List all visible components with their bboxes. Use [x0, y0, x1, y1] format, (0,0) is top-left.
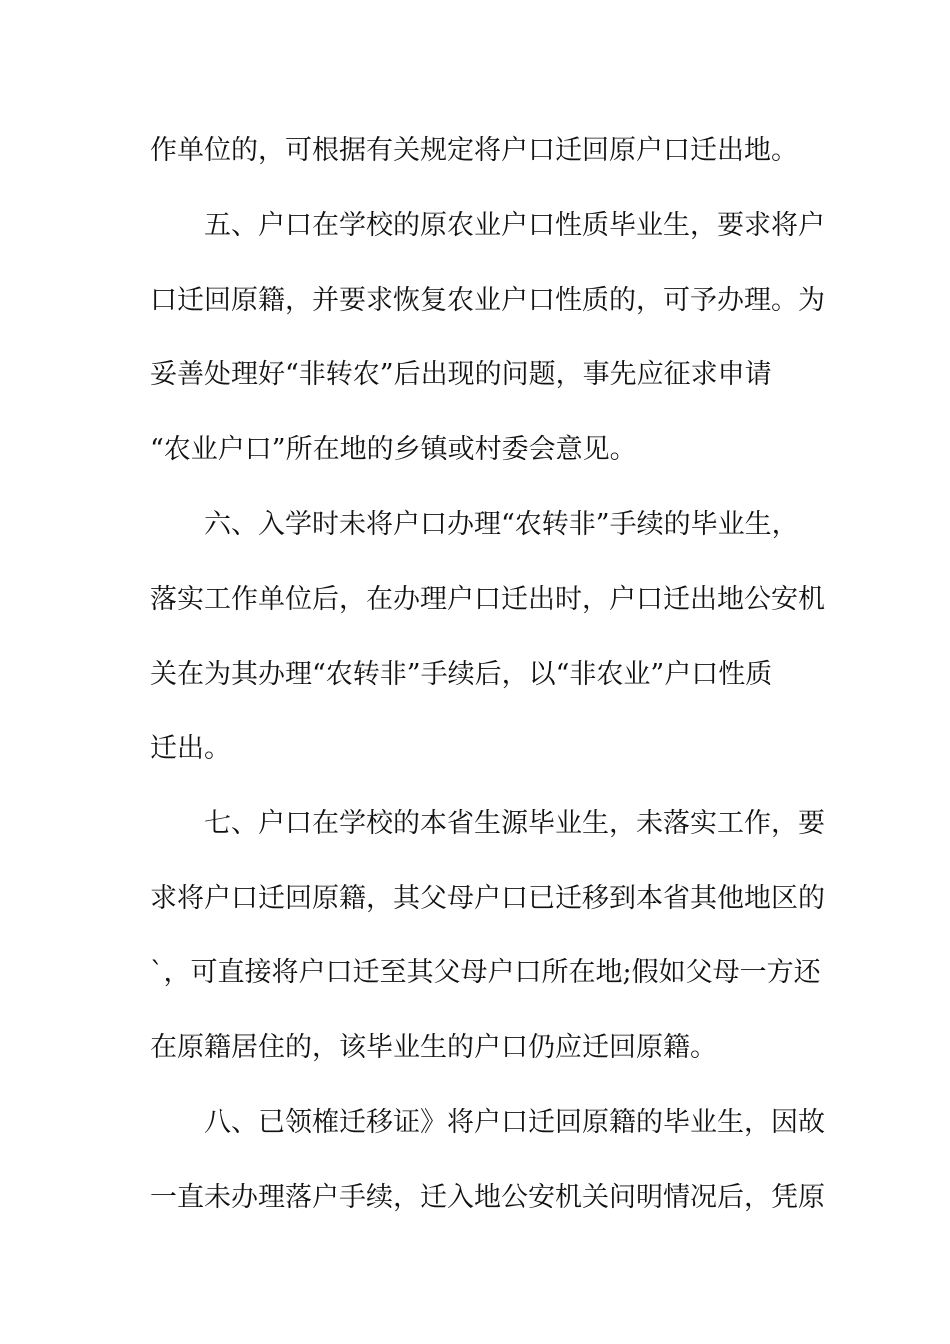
text-line: 作单位的，可根据有关规定将户口迁回原户口迁出地。 [150, 135, 798, 166]
text-line: 口迁回原籍，并要求恢复农业户口性质的，可予办理。为 [150, 285, 825, 316]
paragraph-seven-line: 七、户口在学校的本省生源毕业生，未落实工作，要 [204, 808, 825, 839]
text-line: `，可直接将户口迁至其父母户口所在地;假如父母一方还 [150, 957, 821, 988]
text-line: 妥善处理好“非转农”后出现的问题，事先应征求申请 [150, 359, 772, 390]
text-line: 在原籍居住的，该毕业生的户口仍应迁回原籍。 [150, 1032, 717, 1063]
text-line: 落实工作单位后，在办理户口迁出时，户口迁出地公安机 [150, 584, 825, 615]
paragraph-five-line: 五、户口在学校的原农业户口性质毕业生，要求将户 [204, 210, 825, 241]
text-line: 一直未办理落户手续，迁入地公安机关问明情况后，凭原 [150, 1182, 825, 1213]
text-line: 关在为其办理“农转非”手续后，以“非农业”户口性质 [150, 659, 773, 690]
text-line: 求将户口迁回原籍，其父母户口已迁移到本省其他地区的 [150, 883, 825, 914]
text-line: 迁出。 [150, 733, 231, 764]
paragraph-eight-line: 八、已领榷迁移证》将户口迁回原籍的毕业生，因故 [204, 1107, 825, 1138]
text-line: “农业户口”所在地的乡镇或村委会意见。 [150, 434, 637, 465]
paragraph-six-line: 六、入学时未将户口办理“农转非”手续的毕业生， [204, 509, 799, 540]
